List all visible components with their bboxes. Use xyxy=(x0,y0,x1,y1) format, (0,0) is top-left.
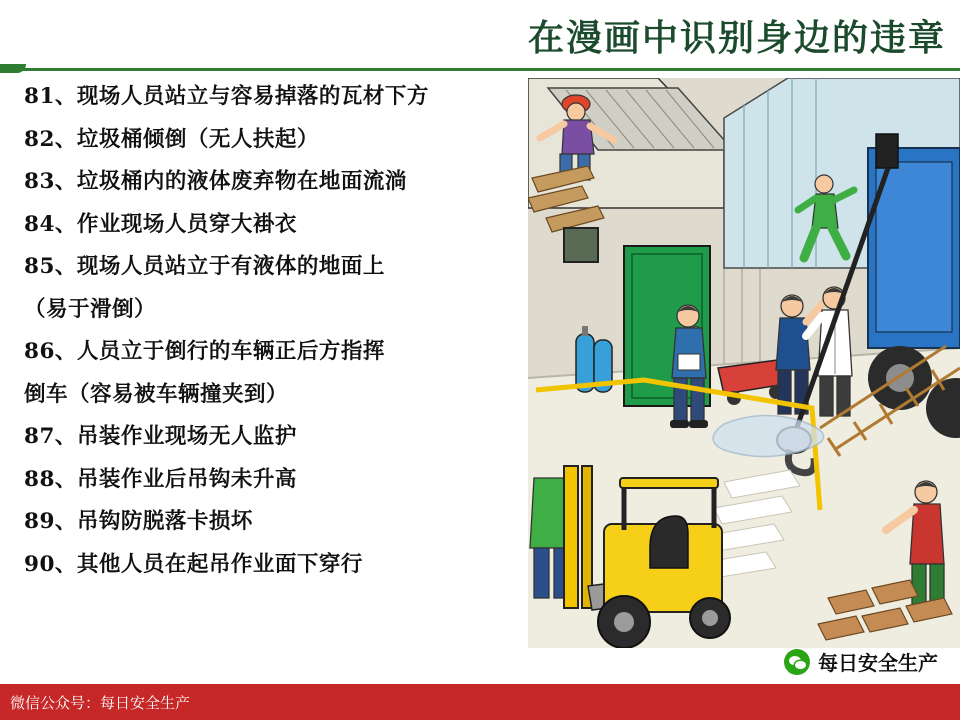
wechat-account-name: 每日安全生产 xyxy=(818,651,938,675)
list-item: 89、吊钩防脱落卡损坏 xyxy=(24,509,253,534)
list-item: 88、吊装作业后吊钩未升高 xyxy=(24,466,297,492)
list-item: 90、其他人员在起吊作业面下穿行 xyxy=(24,551,363,577)
list-item-continuation: （易于滑倒） xyxy=(24,296,157,322)
wechat-icon xyxy=(784,649,810,675)
list-item: 84、作业现场人员穿大褂衣 xyxy=(24,211,297,237)
list-item: 85、现场人员站立于有液体的地面上 xyxy=(24,254,385,279)
list-item: 83、垃圾桶内的液体废弃物在地面流淌 xyxy=(24,169,407,194)
list-item: 86、人员立于倒行的车辆正后方指挥 xyxy=(24,339,385,364)
list-item: 81、现场人员站立与容易掉落的瓦材下方 xyxy=(24,84,429,109)
list-item: 87、吊装作业现场无人监护 xyxy=(24,424,297,449)
footer-bar xyxy=(0,684,960,720)
violation-list xyxy=(24,86,524,596)
list-item-continuation: 倒车（容易被车辆撞夹到） xyxy=(24,381,289,407)
footer-text: 微信公众号：每日安全生产 xyxy=(10,694,191,712)
header-divider xyxy=(0,68,960,71)
list-item: 82、垃圾桶倾倒（无人扶起） xyxy=(24,126,319,152)
wechat-account-badge xyxy=(784,647,938,676)
slide-header xyxy=(0,0,960,72)
page-title: 在漫画中识别身边的违章 xyxy=(527,17,946,59)
safety-cartoon-illustration xyxy=(528,78,960,648)
